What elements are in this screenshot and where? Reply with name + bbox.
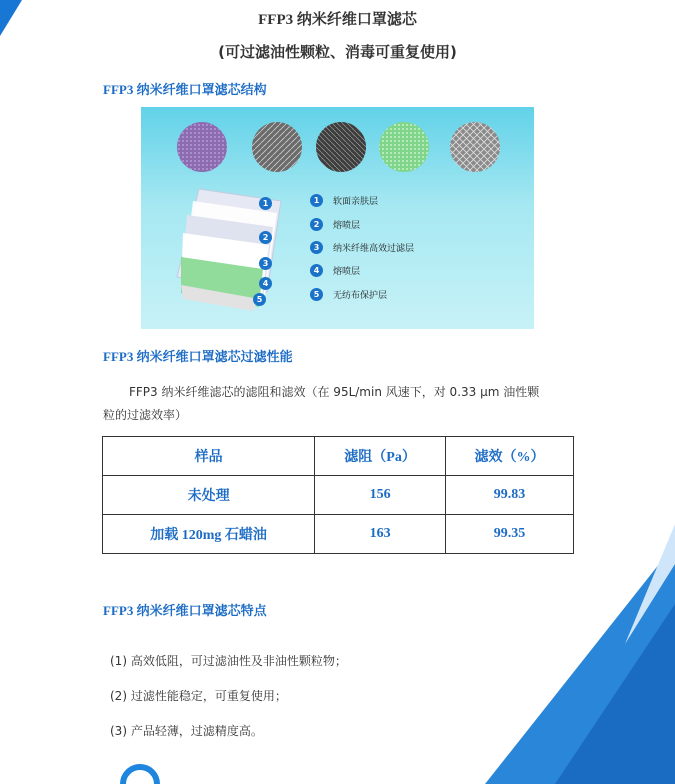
sample-circle-4 [379, 122, 429, 172]
feature-item-3: (3) 产品轻薄，过滤精度高。 [110, 724, 263, 738]
performance-table [102, 436, 574, 554]
table-cell: 未处理 [103, 476, 315, 515]
table-row [103, 515, 574, 554]
performance-description [103, 381, 583, 427]
sample-circle-3 [316, 122, 366, 172]
legend-label-3: 纳米纤维高效过滤层 [333, 244, 415, 254]
table-cell: 加载 120mg 石蜡油 [103, 515, 315, 554]
legend-label-1: 软面亲肤层 [333, 197, 379, 207]
section-heading-features: FFP3 纳米纤维口罩滤芯特点 [103, 603, 267, 618]
legend-label-2: 熔喷层 [333, 221, 361, 231]
description-line-2: 粒的过滤效率） [103, 408, 188, 422]
sample-circle-2 [252, 122, 302, 172]
layer-marker-5: 5 [253, 293, 266, 306]
table-row [103, 476, 574, 515]
layer-marker-2: 2 [259, 231, 272, 244]
section-heading-performance: FFP3 纳米纤维口罩滤芯过滤性能 [103, 349, 293, 364]
legend-label-4: 熔喷层 [333, 267, 361, 277]
description-line-1: FFP3 纳米纤维滤芯的滤阻和滤效（在 95L/min 风速下，对 0.33 μm 油性颗 [129, 385, 540, 399]
layer-marker-4: 4 [259, 277, 272, 290]
corner-decoration-bottom-right [445, 524, 675, 784]
table-header-cell: 样品 [103, 437, 315, 476]
table-cell: 163 [315, 515, 446, 554]
table-cell: 99.35 [445, 515, 573, 554]
circle-decoration-bottom [120, 758, 160, 784]
feature-item-1: (1) 高效低阻，可过滤油性及非油性颗粒物； [110, 654, 347, 668]
legend-number-5: 5 [310, 288, 323, 301]
table-header-cell: 滤阻（Pa） [315, 437, 446, 476]
layer-marker-3: 3 [259, 257, 272, 270]
sample-circle-1 [177, 122, 227, 172]
page-title: FFP3 纳米纤维口罩滤芯 [258, 12, 417, 28]
layer-marker-1: 1 [259, 197, 272, 210]
sample-circle-5 [450, 122, 500, 172]
legend-label-5: 无纺布保护层 [333, 291, 388, 301]
feature-item-2: (2) 过滤性能稳定，可重复使用； [110, 689, 287, 703]
table-header-cell: 滤效（%） [445, 437, 573, 476]
table-cell: 99.83 [445, 476, 573, 515]
table-cell: 156 [315, 476, 446, 515]
sample-circles [177, 122, 500, 172]
table-header-row [103, 437, 574, 476]
legend-number-4: 4 [310, 264, 323, 277]
filter-structure-diagram [141, 107, 534, 329]
legend-number-2: 2 [310, 218, 323, 231]
legend-number-1: 1 [310, 194, 323, 207]
section-heading-structure: FFP3 纳米纤维口罩滤芯结构 [103, 82, 267, 97]
legend-number-3: 3 [310, 241, 323, 254]
page-subtitle: (可过滤油性颗粒、消毒可重复使用) [218, 43, 457, 61]
